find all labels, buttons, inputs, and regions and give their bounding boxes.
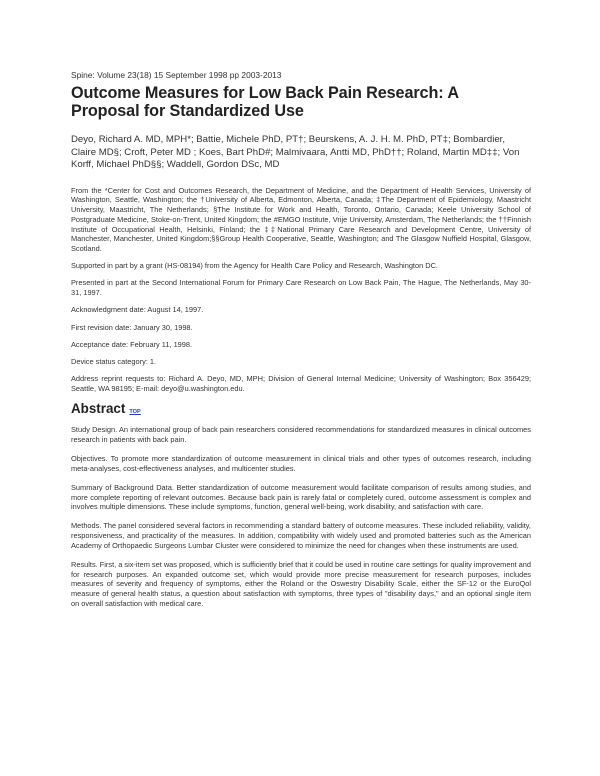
abstract-objectives: Objectives. To promote more standardization of outcome measurement in clinical trials and other types of outcomes research, including meta-analyses, cost-effectiveness analyses, and multicenter studies. (71, 453, 531, 473)
device-status: Device status category: 1. (71, 356, 157, 366)
presentation-note: Presented in part at the Second International Forum for Primary Care Research on Low Back Pain, The Hague, The Netherlands, May 30-31, 1997. (71, 278, 531, 298)
reprint-address: Address reprint requests to: Richard A. Deyo, MD, MPH; Division of General Internal Medicine; University of Washington; Box 356429; Seattle, WA 98195; E-mail: deyo@u.washington.edu. (71, 374, 531, 393)
abstract-background: Summary of Background Data. Better standardization of outcome measurement would facilitate comparison of results among studies, and more complete reporting of relevant outcomes. Because back pain is rarely fatal or completely cured, outcome assessment is complex and involves multiple dimensions. These include symptoms, function, general well-being, work disability, and satisfaction with care. (71, 482, 531, 512)
author-list: Deyo, Richard A. MD, MPH*; Battie, Michele PhD, PT†; Beurskens, A. J. H. M. PhD, PT‡; Bombardier, Claire MD§; Croft, Peter MD ; Koes, Bart PhD#; Malmivaara, Antti MD, PhD††; Roland, Martin MD‡‡; Von Korff, Michael PhD§§; Waddell, Gordon DSc, MD (71, 134, 520, 171)
abstract-methods: Methods. The panel considered several factors in recommending a standard battery of outcome measures. These included reliability, validity, responsiveness, and practicality of the measures. In addition, compatibility with widely used and promoted batteries such as the American Academy of Orthopaedic Surgeons Lumbar Cluster were considered to minimize the need for changes when these instruments are used. (71, 521, 531, 550)
article-page (71, 70, 531, 618)
abstract-study-design: Study Design. An international group of back pain researchers considered recommendations for standardized measures in clinical outcomes research in patients with back pain. (71, 425, 531, 444)
article-title: Outcome Measures for Low Back Pain Research: A Proposal for Standardized Use (71, 84, 459, 120)
first-revision-date: First revision date: January 30, 1998. (71, 322, 193, 332)
acceptance-date: Acceptance date: February 11, 1998. (71, 339, 193, 349)
funding-note: Supported in part by a grant (HS-08194) from the Agency for Health Care Policy and Research, Washington DC. (71, 261, 438, 271)
abstract-results: Results. First, a six-item set was proposed, which is sufficiently brief that it could be used in routine care settings for quality improvement and for research purposes. An expanded outcome set, which would provide more precise measurement for research purposes, includes measures of severity and frequency of symptoms, either the Roland or the Oswestry Disability Scale, either the SF-12 or the EuroQol measure of general health status, a question about satisfaction with symptoms, three types of "disability days," and an optional single item on overall satisfaction with medical care. (71, 560, 531, 608)
affiliations: From the *Center for Cost and Outcomes Research, the Department of Medicine, and the Department of Health Services, University of Washington, Seattle, Washington; the †University of Alberta, Edmonton, Alberta, Canada; ‡The Department of Epidemiology, Maastricht University, Maastricht, The Netherlands; §The Institute for Work and Health, Toronto, Ontario, Canada; Keele University School of Postgraduate Medicine, Stoke-on-Trent, United Kingdom; the #EMGO Institute, Vrije University, Amsterdam, The Netherlands; the ††Finnish Institute of Occupational Health, Helsinki, Finland; the ‡‡National Primary Care Research and Development Centre, University of Manchester, Manchester, United Kingdom;§§Group Health Cooperative, Seattle, Washington; and The Glasgow Nuffield Hospital, Glasgow, Scotland. (71, 185, 531, 253)
acknowledgment-date: Acknowledgment date: August 14, 1997. (71, 305, 204, 315)
journal-citation: Spine: Volume 23(18) 15 September 1998 pp 2003-2013 (71, 70, 282, 80)
abstract-heading: Abstract (71, 401, 126, 417)
abstract-header (71, 401, 531, 416)
top-link[interactable]: TOP (129, 409, 141, 416)
